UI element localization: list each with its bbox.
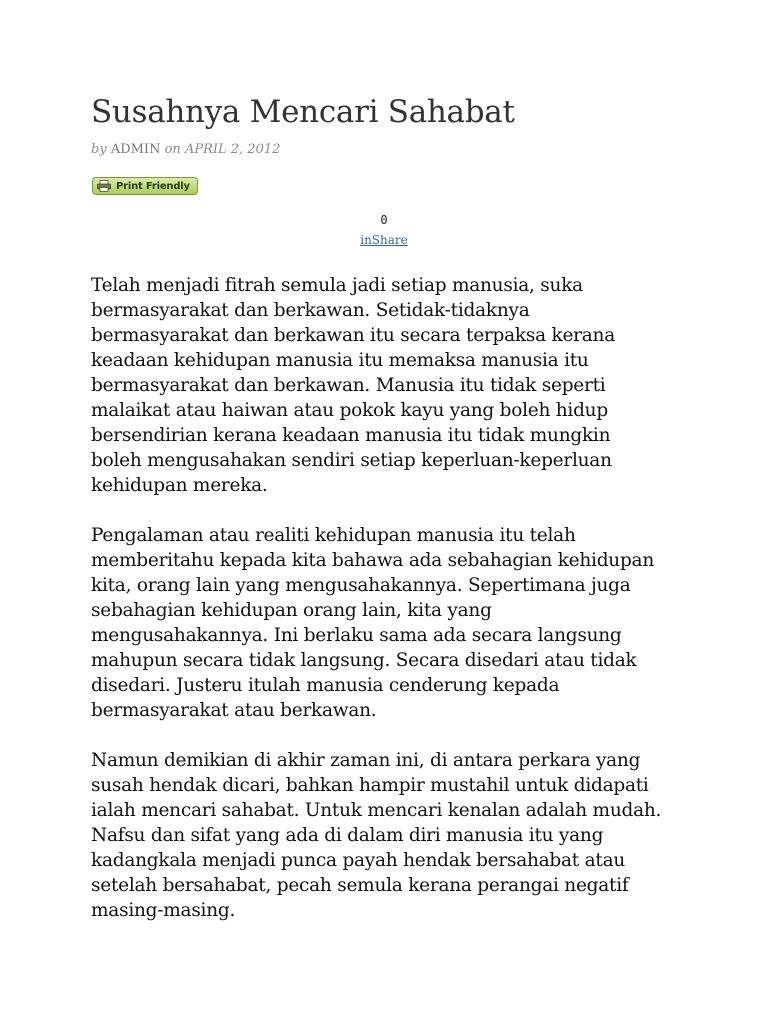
paragraph-line: bermasyarakat dan berkawan. Setidak-tidaknya [91,300,530,321]
paragraph-line: bersendirian kerana keadaan manusia itu tidak mungkin [91,425,611,446]
paragraph-line: boleh mengusahakan sendiri setiap keperluan-keperluan [91,450,612,471]
paragraph-line: masing-masing. [91,900,236,921]
print-friendly-label: Print Friendly [116,180,190,192]
paragraph-line: memberitahu kepada kita bahawa ada sebahagian kehidupan [91,550,654,571]
article-paragraph [91,523,691,723]
post-title: Susahnya Mencari Sahabat [91,94,515,130]
paragraph-line: kadangkala menjadi punca payah hendak bersahabat atau [91,850,626,871]
paragraph-line: susah hendak dicari, bahkan hampir mustahil untuk didapati [91,775,649,796]
paragraph-line: kita, orang lain yang mengusahakannya. Sepertimana juga [91,575,631,596]
paragraph-line: mengusahakannya. Ini berlaku sama ada secara langsung [91,625,622,646]
share-count: 0 [380,213,388,227]
paragraph-line: setelah bersahabat, pecah semula kerana perangai negatif [91,875,629,896]
paragraph-line: Pengalaman atau realiti kehidupan manusia itu telah [91,525,576,546]
post-byline [91,141,280,159]
article-body [91,273,691,948]
paragraph-line: keadaan kehidupan manusia itu memaksa manusia itu [91,350,589,371]
print-friendly-button[interactable] [92,177,198,195]
paragraph-line: sebahagian kehidupan orang lain, kita yang [91,600,492,621]
paragraph-line: kehidupan mereka. [91,475,268,496]
article-paragraph [91,748,691,923]
paragraph-line: malaikat atau haiwan atau pokok kayu yang boleh hidup [91,400,608,421]
paragraph-line: Telah menjadi fitrah semula jadi setiap manusia, suka [91,275,583,296]
paragraph-line: mahupun secara tidak langsung. Secara disedari atau tidak [91,650,637,671]
paragraph-line: bermasyarakat dan berkawan itu secara terpaksa kerana [91,325,615,346]
byline-author[interactable]: ADMIN [110,142,161,157]
byline-on: on [164,142,181,157]
inshare-link[interactable]: inShare [360,233,408,247]
article-paragraph [91,273,691,498]
printer-icon [97,180,111,192]
paragraph-line: bermasyarakat dan berkawan. Manusia itu tidak seperti [91,375,606,396]
linkedin-share [344,212,424,248]
byline-date: APRIL 2, 2012 [184,142,281,157]
byline-by: by [91,142,107,157]
paragraph-line: disedari. Justeru itulah manusia cenderung kepada [91,675,560,696]
paragraph-line: bermasyarakat atau berkawan. [91,700,377,721]
paragraph-line: Namun demikian di akhir zaman ini, di antara perkara yang [91,750,641,771]
paragraph-line: ialah mencari sahabat. Untuk mencari kenalan adalah mudah. [91,800,662,821]
paragraph-line: Nafsu dan sifat yang ada di dalam diri manusia itu yang [91,825,604,846]
